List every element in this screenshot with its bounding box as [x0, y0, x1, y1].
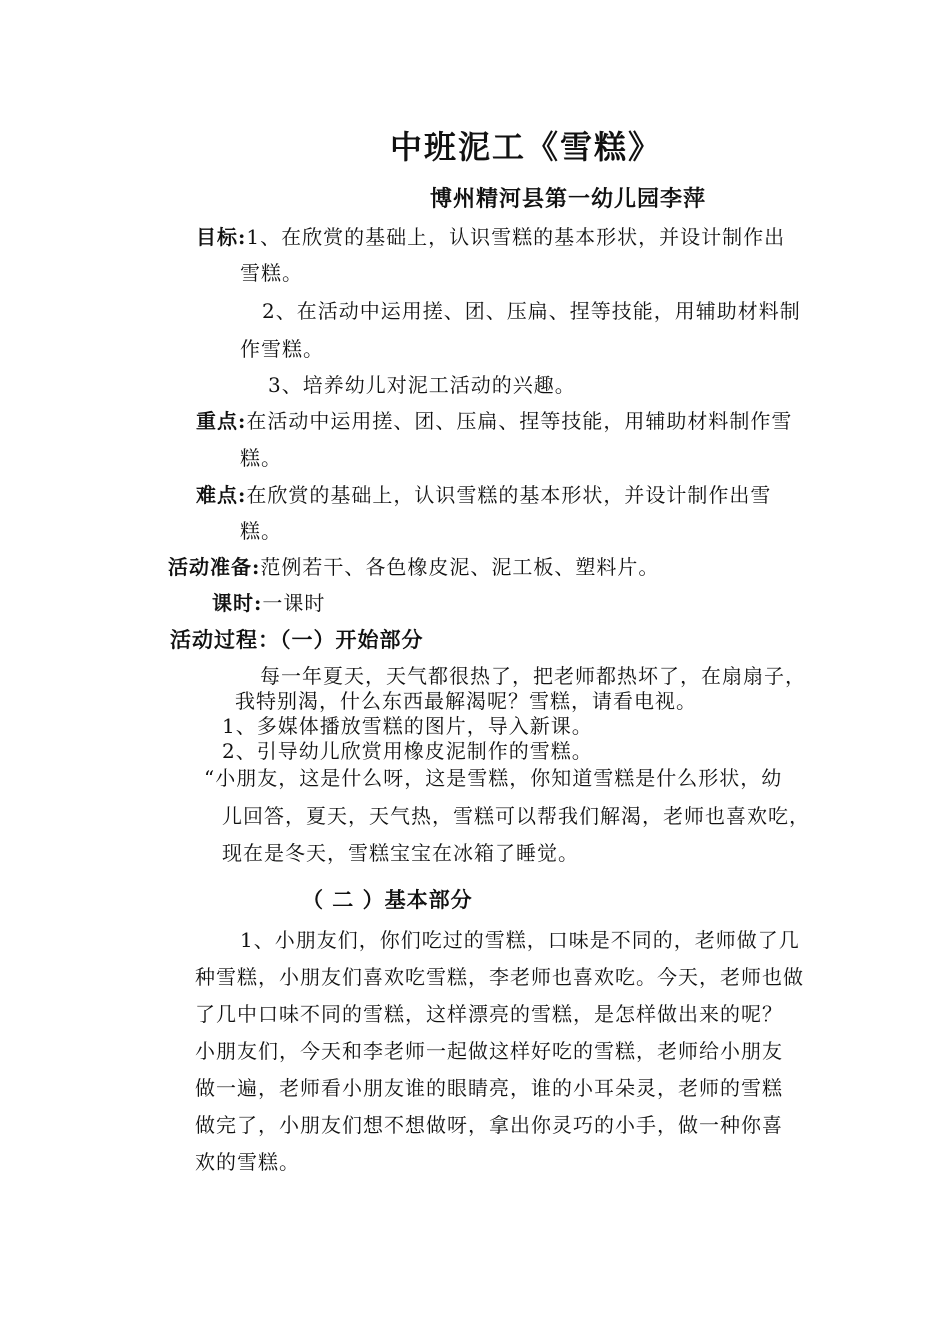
goals-line-1: [196, 227, 785, 247]
goals-label: 目标:: [196, 225, 247, 249]
basic-line-5: 做一遍，老师看小朋友谁的眼睛亮，谁的小耳朵灵，老师的雪糕: [195, 1076, 783, 1100]
basic-line-4: 小朋友们，今天和李老师一起做这样好吃的雪糕，老师给小朋友: [195, 1039, 783, 1063]
process-para-line-1: 每一年夏天，天气都很热了，把老师都热坏了，在扇扇子，: [260, 664, 806, 688]
basic-line-3: 了几中口味不同的雪糕，这样漂亮的雪糕，是怎样做出来的呢？: [195, 1002, 783, 1026]
key-point-label: 重点:: [196, 409, 247, 433]
duration-label: 课时:: [212, 591, 263, 615]
basic-heading: （ 二 ）基本部分: [302, 887, 473, 912]
basic-line-2: 种雪糕，小朋友们喜欢吃雪糕，李老师也喜欢吃。今天，老师也做: [195, 965, 804, 989]
preparation-label: 活动准备:: [168, 555, 261, 579]
process-heading: 活动过程：（一）开始部分: [170, 627, 424, 652]
process-quote-line-2: 儿回答，夏天，天气热，雪糕可以帮我们解渴，老师也喜欢吃，: [222, 804, 810, 828]
page-title: 中班泥工《雪糕》: [390, 128, 663, 166]
basic-line-7: 欢的雪糕。: [195, 1150, 300, 1174]
key-point-continued: 糕。: [240, 446, 282, 470]
process-quote-line-3: 现在是冬天，雪糕宝宝在冰箱了睡觉。: [222, 841, 579, 865]
goal-3-text: 3、培养幼儿对泥工活动的兴趣。: [268, 373, 576, 397]
key-point-text: 在活动中运用搓、团、压扁、捏等技能，用辅助材料制作雪: [246, 409, 793, 433]
difficulty-text: 在欣赏的基础上，认识雪糕的基本形状，并设计制作出雪: [246, 483, 772, 507]
goal-1-continued: 雪糕。: [240, 261, 303, 285]
difficulty-label: 难点:: [196, 483, 247, 507]
process-quote-line-1: “小朋友，这是什么呀，这是雪糕，你知道雪糕是什么形状，幼: [204, 766, 783, 790]
author-line: 博州精河县第一幼儿园李萍: [430, 186, 707, 212]
basic-line-1: 1、小朋友们，你们吃过的雪糕，口味是不同的，老师做了几: [240, 928, 800, 952]
key-point-line-1: [196, 411, 792, 431]
goal-2-text: 2、在活动中运用搓、团、压扁、捏等技能，用辅助材料制: [262, 299, 801, 323]
difficulty-continued: 糕。: [240, 519, 282, 543]
goal-1-text: 1、在欣赏的基础上，认识雪糕的基本形状，并设计制作出: [246, 225, 786, 249]
basic-line-6: 做完了，小朋友们想不想做呀，拿出你灵巧的小手，做一种你喜: [195, 1113, 783, 1137]
difficulty-line-1: [196, 485, 771, 505]
goal-2-continued: 作雪糕。: [240, 337, 324, 361]
process-step-2: 2、引导幼儿欣赏用橡皮泥制作的雪糕。: [222, 739, 593, 763]
duration-line: [212, 593, 325, 613]
process-step-1: 1、多媒体播放雪糕的图片，导入新课。: [222, 714, 593, 738]
process-para-line-2: 我特别渴，什么东西最解渴呢？雪糕，请看电视。: [235, 689, 697, 713]
duration-text: 一课时: [262, 591, 326, 615]
preparation-text: 范例若干、各色橡皮泥、泥工板、塑料片。: [260, 555, 660, 579]
preparation-line: [168, 557, 659, 577]
